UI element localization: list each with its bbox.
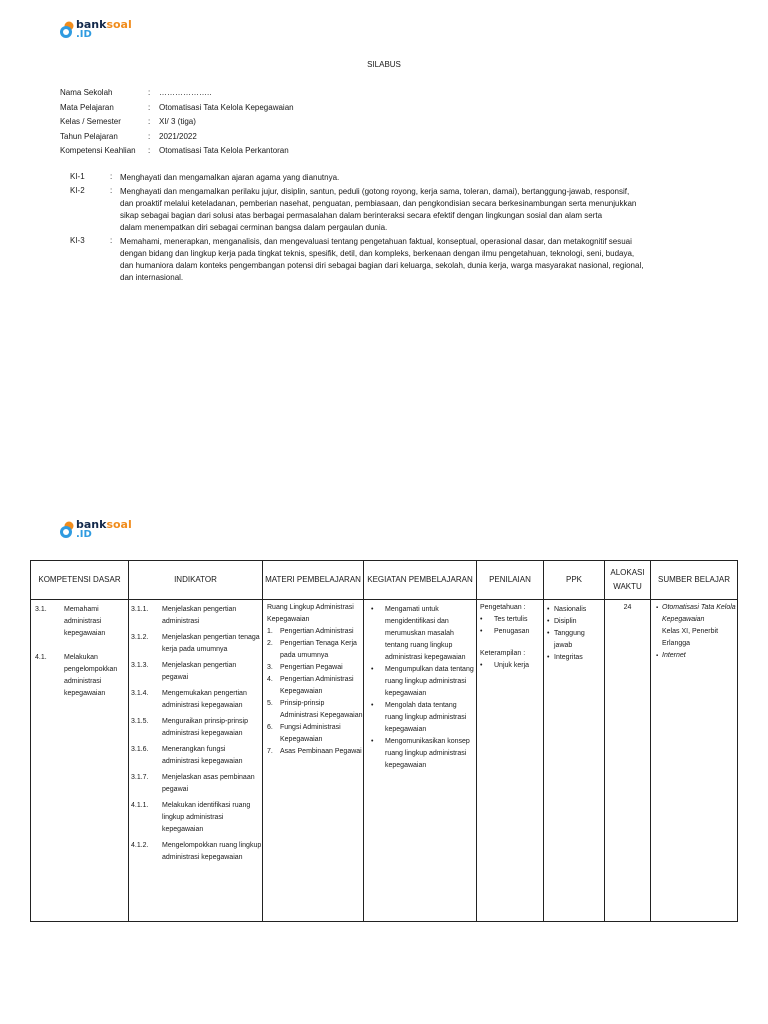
banksoal-logo xyxy=(60,20,132,39)
ki-line: dalam menempatkan diri sebagai cerminan bangsa dalam pergaulan dunia. xyxy=(120,223,388,232)
penilaian-pengetahuan-label: Pengetahuan : xyxy=(480,604,526,611)
penilaian-item: • Unjuk kerja xyxy=(477,660,543,672)
cell-alokasi xyxy=(605,600,651,922)
table-header-row xyxy=(31,561,738,600)
cell-ppk xyxy=(544,600,605,922)
header-sumber: SUMBER BELAJAR xyxy=(651,561,738,600)
logo-id-text: .ID xyxy=(76,529,92,540)
info-value: 2021/2022 xyxy=(159,131,197,141)
indikator-item: 3.1.1. Menjelaskan pengertian administrasi xyxy=(131,606,237,625)
indikator-item: 4.1.1. Melakukan identifikasi ruang lingkup administrasi kepegawaian xyxy=(131,802,251,833)
info-row: Kompetensi Keahlian : Otomatisasi Tata Kelola Perkantoran xyxy=(60,144,294,159)
logo-id-text: .ID xyxy=(76,29,92,40)
table-row xyxy=(31,600,738,922)
alokasi-value: 24 xyxy=(623,604,632,611)
ki-item: KI-1 : Menghayati dan mengamalkan ajaran agama yang dianutnya. xyxy=(70,172,697,184)
materi-item: 5. Prinsip-prinsip Administrasi Kepegawaian xyxy=(267,700,363,719)
info-row: Mata Pelajaran : Otomatisasi Tata Kelola Kepegawaian xyxy=(60,101,294,116)
kegiatan-item: • Mengolah data tentang ruang lingkup administrasi kepegawaian xyxy=(364,700,476,736)
ki-code: KI-3 xyxy=(70,236,85,245)
ki-line: dan internasional. xyxy=(120,273,184,282)
logo-mark-icon xyxy=(60,521,74,539)
info-label: Nama Sekolah xyxy=(60,88,113,97)
info-row: Kelas / Semester : XI/ 3 (tiga) xyxy=(60,115,294,130)
kompetensi-inti xyxy=(70,172,697,286)
materi-item: 1. Pengertian Administrasi xyxy=(267,628,354,635)
ppk-item: • Disiplin xyxy=(544,616,604,628)
cell-kompetensi-dasar xyxy=(31,600,129,922)
kegiatan-item: • Mengumpulkan data tentang ruang lingkup administrasi kepegawaian xyxy=(364,664,476,700)
info-value: Otomatisasi Tata Kelola Kepegawaian xyxy=(159,102,294,112)
info-label: Kompetensi Keahlian xyxy=(60,146,136,156)
silabus-table xyxy=(30,560,738,922)
info-label: Mata Pelajaran xyxy=(60,102,114,112)
ppk-item: • Integritas xyxy=(544,652,604,664)
kd-item: 3.1. Memahami administrasi kepegawaian xyxy=(35,606,106,637)
header-penilaian: PENILAIAN xyxy=(477,561,544,600)
header-ppk: PPK xyxy=(544,561,605,600)
ki-line: dan humaniora dalam konteks pengembangan potensi diri sebagai bagian dari keluarga, sekolah, dunia kerja, warga masyarakat nasional, regional, xyxy=(120,261,644,270)
indikator-item: 4.1.2. Mengelompokkan ruang lingkup administrasi kepegawaian xyxy=(131,842,262,861)
info-row: Nama Sekolah : ……………….. xyxy=(60,86,294,101)
ki-code: KI-2 xyxy=(70,186,85,195)
materi-item: 6. Fungsi Administrasi Kepegawaian xyxy=(267,724,341,743)
info-row: Tahun Pelajaran : 2021/2022 xyxy=(60,130,294,145)
materi-intro: Ruang Lingkup Administrasi Kepegawaian xyxy=(267,604,354,623)
logo-soal-text: soal xyxy=(106,18,132,31)
kegiatan-item: • Mengomunikasikan konsep ruang lingkup administrasi kepegawaian xyxy=(364,736,476,772)
header-kompetensi-dasar: KOMPETENSI DASAR xyxy=(31,561,129,600)
ki-line: Memahami, menerapkan, menganalisis, dan mengevaluasi tentang pengetahuan faktual, konseptual, operasional dasar, dan metakognitif sesuai xyxy=(120,237,632,246)
materi-item: 3. Pengertian Pegawai xyxy=(267,664,343,671)
cell-kegiatan xyxy=(364,600,477,922)
header-indikator: INDIKATOR xyxy=(129,561,263,600)
indikator-item: 3.1.4. Mengemukakan pengertian administrasi kepegawaian xyxy=(131,690,247,709)
header-alokasi: ALOKASI WAKTU xyxy=(605,561,651,600)
indikator-item: 3.1.3. Menjelaskan pengertian pegawai xyxy=(131,662,237,681)
ki-line: dengan bidang dan lingkup kerja pada tingkat teknis, spesifik, detil, dan kompleks, berkenaan dengan ilmu pengetahuan, teknologi, seni, budaya, xyxy=(120,249,635,258)
info-value: ……………….. xyxy=(159,88,212,97)
info-value: Otomatisasi Tata Kelola Perkantoran xyxy=(159,146,289,156)
ki-item: KI-2 : Menghayati dan mengamalkan perilaku jujur, disiplin, santun, peduli (gotong royong, kerja sama, toleran, damai), bertanggung-jawab, responsif, dan proaktif melalui keteladanan, pemberian nasehat, penguatan, pembiasaan, dan pengkondisian secara berkesinambungan serta menunjukkan sikap sebagai bagian dari solusi atas berbagai permasalahan dalam berinteraksi secara efektif dengan lingkungan sosial dan alam serta dalam menempatkan diri sebagai cerminan bangsa dalam pergaulan dunia. xyxy=(70,186,697,234)
indikator-item: 3.1.5. Menguraikan prinsip-prinsip administrasi kepegawaian xyxy=(131,718,248,737)
ki-line: Menghayati dan mengamalkan ajaran agama yang dianutnya. xyxy=(120,173,340,182)
cell-penilaian xyxy=(477,600,544,922)
ki-code: KI-1 xyxy=(70,172,85,181)
school-info xyxy=(60,86,294,159)
logo-soal-text: soal xyxy=(106,518,132,531)
materi-item: 7. Asas Pembinaan Pegawai xyxy=(267,748,362,755)
logo-mark-icon xyxy=(60,21,74,39)
banksoal-logo xyxy=(60,520,132,539)
indikator-item: 3.1.6. Menerangkan fungsi administrasi kepegawaian xyxy=(131,746,243,765)
penilaian-item: • Tes tertulis xyxy=(477,614,543,626)
info-label: Kelas / Semester xyxy=(60,117,121,127)
sumber-item: ▪ Otomatisasi Tata Kelola Kepegawaian Kelas XI, Penerbit Erlangga xyxy=(651,602,737,650)
header-materi: MATERI PEMBELAJARAN xyxy=(263,561,364,600)
penilaian-item: • Penugasan xyxy=(477,626,543,638)
logo-bank-text: bank xyxy=(76,518,107,531)
ki-line: dan proaktif melalui keteladanan, pemberian nasehat, penguatan, pembiasaan, dan pengkondisian secara berkesinambungan serta menunjukkan xyxy=(120,199,637,208)
kd-item: 4.1. Melakukan pengelompokkan administrasi kepegawaian xyxy=(35,654,118,697)
ki-line: sikap sebagai bagian dari solusi atas berbagai permasalahan dalam berinteraksi secara efektif dengan lingkungan sosial dan alam serta xyxy=(120,211,603,220)
penilaian-keterampilan-label: Keterampilan : xyxy=(480,650,526,657)
cell-materi xyxy=(263,600,364,922)
ki-item: KI-3 : Memahami, menerapkan, menganalisis, dan mengevaluasi tentang pengetahuan faktual, konseptual, operasional dasar, dan metakognitif sesuai dengan bidang dan lingkup kerja pada tingkat teknis, spesifik, detil, dan kompleks, berkenaan dengan ilmu pengetahuan, teknologi, seni, budaya, dan humaniora dalam konteks pengembangan potensi diri sebagai bagian dari keluarga, sekolah, dunia kerja, warga masyarakat nasional, regional, dan internasional. xyxy=(70,236,697,284)
ki-line: Menghayati dan mengamalkan perilaku jujur, disiplin, santun, peduli (gotong royong, kerja sama, toleran, damai), bertanggung-jawab, responsif, xyxy=(120,187,630,196)
indikator-item: 3.1.2. Menjelaskan pengertian tenaga kerja pada umumnya xyxy=(131,634,260,653)
indikator-item: 3.1.7. Menjelaskan asas pembinaan pegawai xyxy=(131,774,255,793)
info-value: XI/ 3 (tiga) xyxy=(159,117,196,127)
document-title: SILABUS xyxy=(367,60,401,69)
header-kegiatan: KEGIATAN PEMBELAJARAN xyxy=(364,561,477,600)
info-label: Tahun Pelajaran xyxy=(60,131,118,141)
cell-indikator xyxy=(129,600,263,922)
logo-bank-text: bank xyxy=(76,18,107,31)
ppk-item: • Nasionalis xyxy=(544,604,604,616)
cell-sumber xyxy=(651,600,738,922)
kegiatan-item: • Mengamati untuk mengidentifikasi dan merumuskan masalah tentang ruang lingkup administrasi kepegawaian xyxy=(364,604,476,664)
materi-item: 2. Pengertian Tenaga Kerja pada umumnya xyxy=(267,640,357,659)
ppk-item: • Tanggung jawab xyxy=(544,628,604,652)
materi-item: 4. Pengertian Administrasi Kepegawaian xyxy=(267,676,354,695)
sumber-item: ▪ Internet xyxy=(651,650,737,662)
